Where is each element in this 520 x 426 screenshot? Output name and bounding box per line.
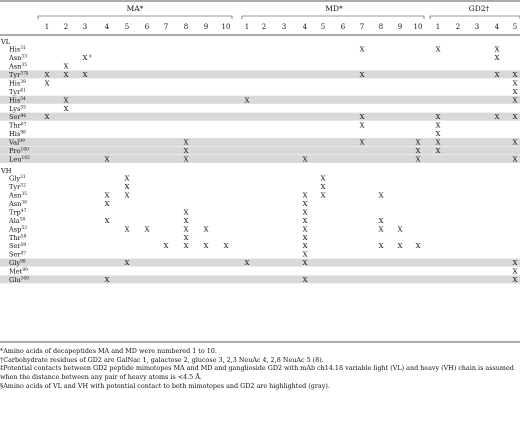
gd2-contact-mark: X <box>512 113 518 122</box>
residue-label: Ser$^{59}$ <box>9 242 27 251</box>
md-contact-mark: X <box>302 276 308 284</box>
highlight-band <box>0 70 520 78</box>
md-contact-mark: X <box>302 233 308 242</box>
residue-label: Met$^{99}$ <box>9 267 28 276</box>
ma-contact-mark: X <box>104 191 110 200</box>
gd2-contact-mark: X <box>512 259 518 268</box>
ma-contact-mark: X <box>63 70 69 79</box>
ma-contact-mark: X <box>223 242 229 251</box>
footnote-2: †Carbohydrate residues of GD2 are GalNac 1, galactose 2, glucose 3, 2,3 NeuAc 4, 2,8 NeuAc 5 (8). <box>0 355 324 364</box>
residue-label: Pro$^{100}$ <box>9 147 29 155</box>
gd2-contact-mark: X <box>435 121 441 130</box>
md-contact-mark: X <box>302 242 308 251</box>
residue-label: Tyr$^{32}$ <box>9 183 26 192</box>
group-bracket-2 <box>430 16 520 19</box>
column-header: 6 <box>144 23 150 31</box>
gd2-contact-mark: X <box>494 70 500 79</box>
gd2-contact-mark: X <box>494 45 500 54</box>
gd2-contact-mark: X <box>494 54 500 63</box>
residue-label: Ser$^{97}$ <box>9 250 27 259</box>
gd2-contact-mark: X <box>435 147 441 155</box>
footnote-3: ‡Potential contacts between GD2 peptide mimotopes MA and MD and ganglioside GD2 with mAb ch14.18 variable light (VL) and heavy (VH) chain is assumed when the distance between any pair of heavy atoms is <4.5 Å. <box>0 364 514 382</box>
md-contact-mark: X <box>302 208 308 217</box>
residue-label: Asp$^{53}$ <box>9 225 27 234</box>
ma-contact-mark: X <box>183 233 189 242</box>
md-contact-mark: X <box>359 70 365 79</box>
highlight-band <box>0 275 520 283</box>
md-contact-mark: X <box>378 225 384 234</box>
md-contact-mark: X <box>378 242 384 251</box>
md-contact-mark: X <box>244 96 250 105</box>
residue-label: Asn$^{36}$ <box>9 199 27 208</box>
column-header: 4 <box>104 23 110 31</box>
column-header: 1 <box>435 23 441 31</box>
md-contact-mark: X <box>415 138 421 147</box>
residue-label: Asn$^{35}$ <box>9 191 27 200</box>
md-contact-mark: X <box>359 138 365 147</box>
md-contact-mark: X <box>378 216 384 225</box>
column-header: 3 <box>281 23 287 31</box>
gd2-contact-mark: X <box>512 267 518 276</box>
column-header: 6 <box>340 23 346 31</box>
ma-contact-mark: X <box>104 155 110 164</box>
ma-contact-mark: X <box>124 259 130 268</box>
residue-label: Leu$^{102}$ <box>9 155 30 164</box>
residue-label: Trp$^{47}$ <box>9 208 27 217</box>
highlight-band <box>0 146 520 154</box>
footnote-flag: ‡ <box>89 54 92 60</box>
column-header: 3 <box>474 23 480 31</box>
ma-contact-mark: X <box>183 208 189 217</box>
md-contact-mark: X <box>302 191 308 200</box>
highlight-band <box>0 155 520 163</box>
md-contact-mark: X <box>320 174 326 183</box>
column-header: 8 <box>183 23 189 31</box>
ma-contact-mark: X <box>104 216 110 225</box>
ma-contact-mark: X <box>183 225 189 234</box>
md-contact-mark: X <box>302 225 308 234</box>
column-header: 4 <box>302 23 308 31</box>
residue-label: Tyr$^{41}$ <box>9 87 26 96</box>
md-contact-mark: X <box>397 225 403 234</box>
gd2-contact-mark: X <box>512 70 518 79</box>
residue-label: Thr$^{58}$ <box>9 233 27 242</box>
md-contact-mark: X <box>302 250 308 259</box>
gd2-contact-mark: X <box>512 87 518 96</box>
ma-contact-mark: X <box>82 54 88 63</box>
gd2-contact-mark: X <box>435 45 441 54</box>
column-header: 9 <box>203 23 209 31</box>
ma-contact-mark: X <box>124 183 130 192</box>
section-label: VH <box>1 167 12 175</box>
ma-contact-mark: X <box>163 242 169 251</box>
ma-contact-mark: X <box>183 138 189 147</box>
ma-contact-mark: X <box>203 242 209 251</box>
gd2-contact-mark: X <box>494 113 500 122</box>
residue-label: His$^{98}$ <box>9 130 26 139</box>
ma-contact-mark: X <box>183 155 189 164</box>
ma-contact-mark: X <box>63 96 69 105</box>
column-header: 2 <box>455 23 461 31</box>
md-contact-mark: X <box>415 155 421 164</box>
md-contact-mark: X <box>302 155 308 164</box>
footnote-4: §Amino acids of VL and VH with potential contact to both mimotopes and GD2 are highlighted (gray). <box>0 381 330 390</box>
gd2-contact-mark: X <box>512 79 518 88</box>
column-header: 1 <box>244 23 250 31</box>
ma-contact-mark: X <box>44 113 50 122</box>
column-header: 8 <box>378 23 384 31</box>
residue-label: Val$^{99}$ <box>9 138 25 147</box>
md-contact-mark: X <box>359 45 365 54</box>
md-contact-mark: X <box>302 199 308 208</box>
column-header: 10 <box>221 23 231 31</box>
highlight-band <box>0 138 520 146</box>
highlight-band <box>0 259 520 267</box>
md-contact-mark: X <box>397 242 403 251</box>
group-bracket-1 <box>242 16 424 19</box>
ma-contact-mark: X <box>63 62 69 71</box>
ma-contact-mark: X <box>82 70 88 79</box>
gd2-contact-mark: X <box>512 96 518 105</box>
column-header: 5 <box>512 23 518 31</box>
residue-label: Gly$^{31}$ <box>9 174 26 183</box>
residue-label: Gly$^{98}$ <box>9 259 26 268</box>
ma-contact-mark: X <box>144 225 150 234</box>
md-contact-mark: X <box>415 147 421 155</box>
highlight-band <box>0 113 520 121</box>
md-contact-mark: X <box>359 113 365 122</box>
gd2-contact-mark: X <box>512 138 518 147</box>
footnotes <box>0 347 518 391</box>
gd2-contact-mark: X <box>435 138 441 147</box>
column-header: 2 <box>63 23 69 31</box>
ma-contact-mark: X <box>63 104 69 113</box>
footnote-1: *Amino acids of decapeptides MA and MD were numbered 1 to 10. <box>0 347 217 355</box>
ma-contact-mark: X <box>124 225 130 234</box>
group-header-0: MA* <box>126 4 144 13</box>
column-header: 7 <box>359 23 365 31</box>
section-label: VL <box>1 38 11 46</box>
column-header: 1 <box>44 23 50 31</box>
md-contact-mark: X <box>415 242 421 251</box>
residue-label: Asn$^{35}$ <box>9 62 27 71</box>
column-header: 10 <box>413 23 423 31</box>
column-header: 5 <box>124 23 130 31</box>
ma-contact-mark: X <box>44 70 50 79</box>
md-contact-mark: X <box>244 259 250 268</box>
residue-label: His$^{54}$ <box>9 96 26 105</box>
ma-contact-mark: X <box>183 216 189 225</box>
column-header: 2 <box>261 23 267 31</box>
column-header: 9 <box>397 23 403 31</box>
column-header: 7 <box>163 23 169 31</box>
residue-label: Thr$^{97}$ <box>9 121 27 130</box>
md-contact-mark: X <box>302 259 308 268</box>
md-contact-mark: X <box>302 216 308 225</box>
ma-contact-mark: X <box>44 79 50 88</box>
gd2-contact-mark: X <box>435 130 441 139</box>
md-contact-mark: X <box>320 183 326 192</box>
residue-label: Ser$^{96}$ <box>9 113 27 122</box>
ma-contact-mark: X <box>183 242 189 251</box>
md-contact-mark: X <box>320 191 326 200</box>
ma-contact-mark: X <box>104 199 110 208</box>
residue-label: Ala$^{50}$ <box>9 216 26 225</box>
table-rules <box>0 1 520 342</box>
residue-label: Tyr$^{37}$§ <box>9 70 29 79</box>
ma-contact-mark: X <box>183 147 189 155</box>
residue-label: Glu$^{100}$ <box>9 276 30 284</box>
highlight-bands <box>0 70 520 283</box>
ma-contact-mark: X <box>124 174 130 183</box>
residue-label: Asn$^{33}$ <box>9 54 27 63</box>
gd2-contact-mark: X <box>512 155 518 164</box>
column-header: 3 <box>82 23 88 31</box>
ma-contact-mark: X <box>104 276 110 284</box>
gd2-contact-mark: X <box>512 276 518 284</box>
ma-contact-mark: X <box>203 225 209 234</box>
residue-label: His$^{31}$ <box>9 45 26 54</box>
residue-label: His$^{39}$ <box>9 79 26 88</box>
highlight-band <box>0 96 520 104</box>
group-header-1: MD* <box>325 4 343 13</box>
gd2-contact-mark: X <box>435 113 441 122</box>
column-header: 5 <box>320 23 326 31</box>
column-header: 4 <box>494 23 500 31</box>
group-header-2: GD2† <box>468 4 490 13</box>
ma-contact-mark: X <box>124 191 130 200</box>
md-contact-mark: X <box>359 121 365 130</box>
group-bracket-0 <box>38 16 232 19</box>
md-contact-mark: X <box>378 191 384 200</box>
residue-label: Lys$^{55}$ <box>9 104 26 113</box>
